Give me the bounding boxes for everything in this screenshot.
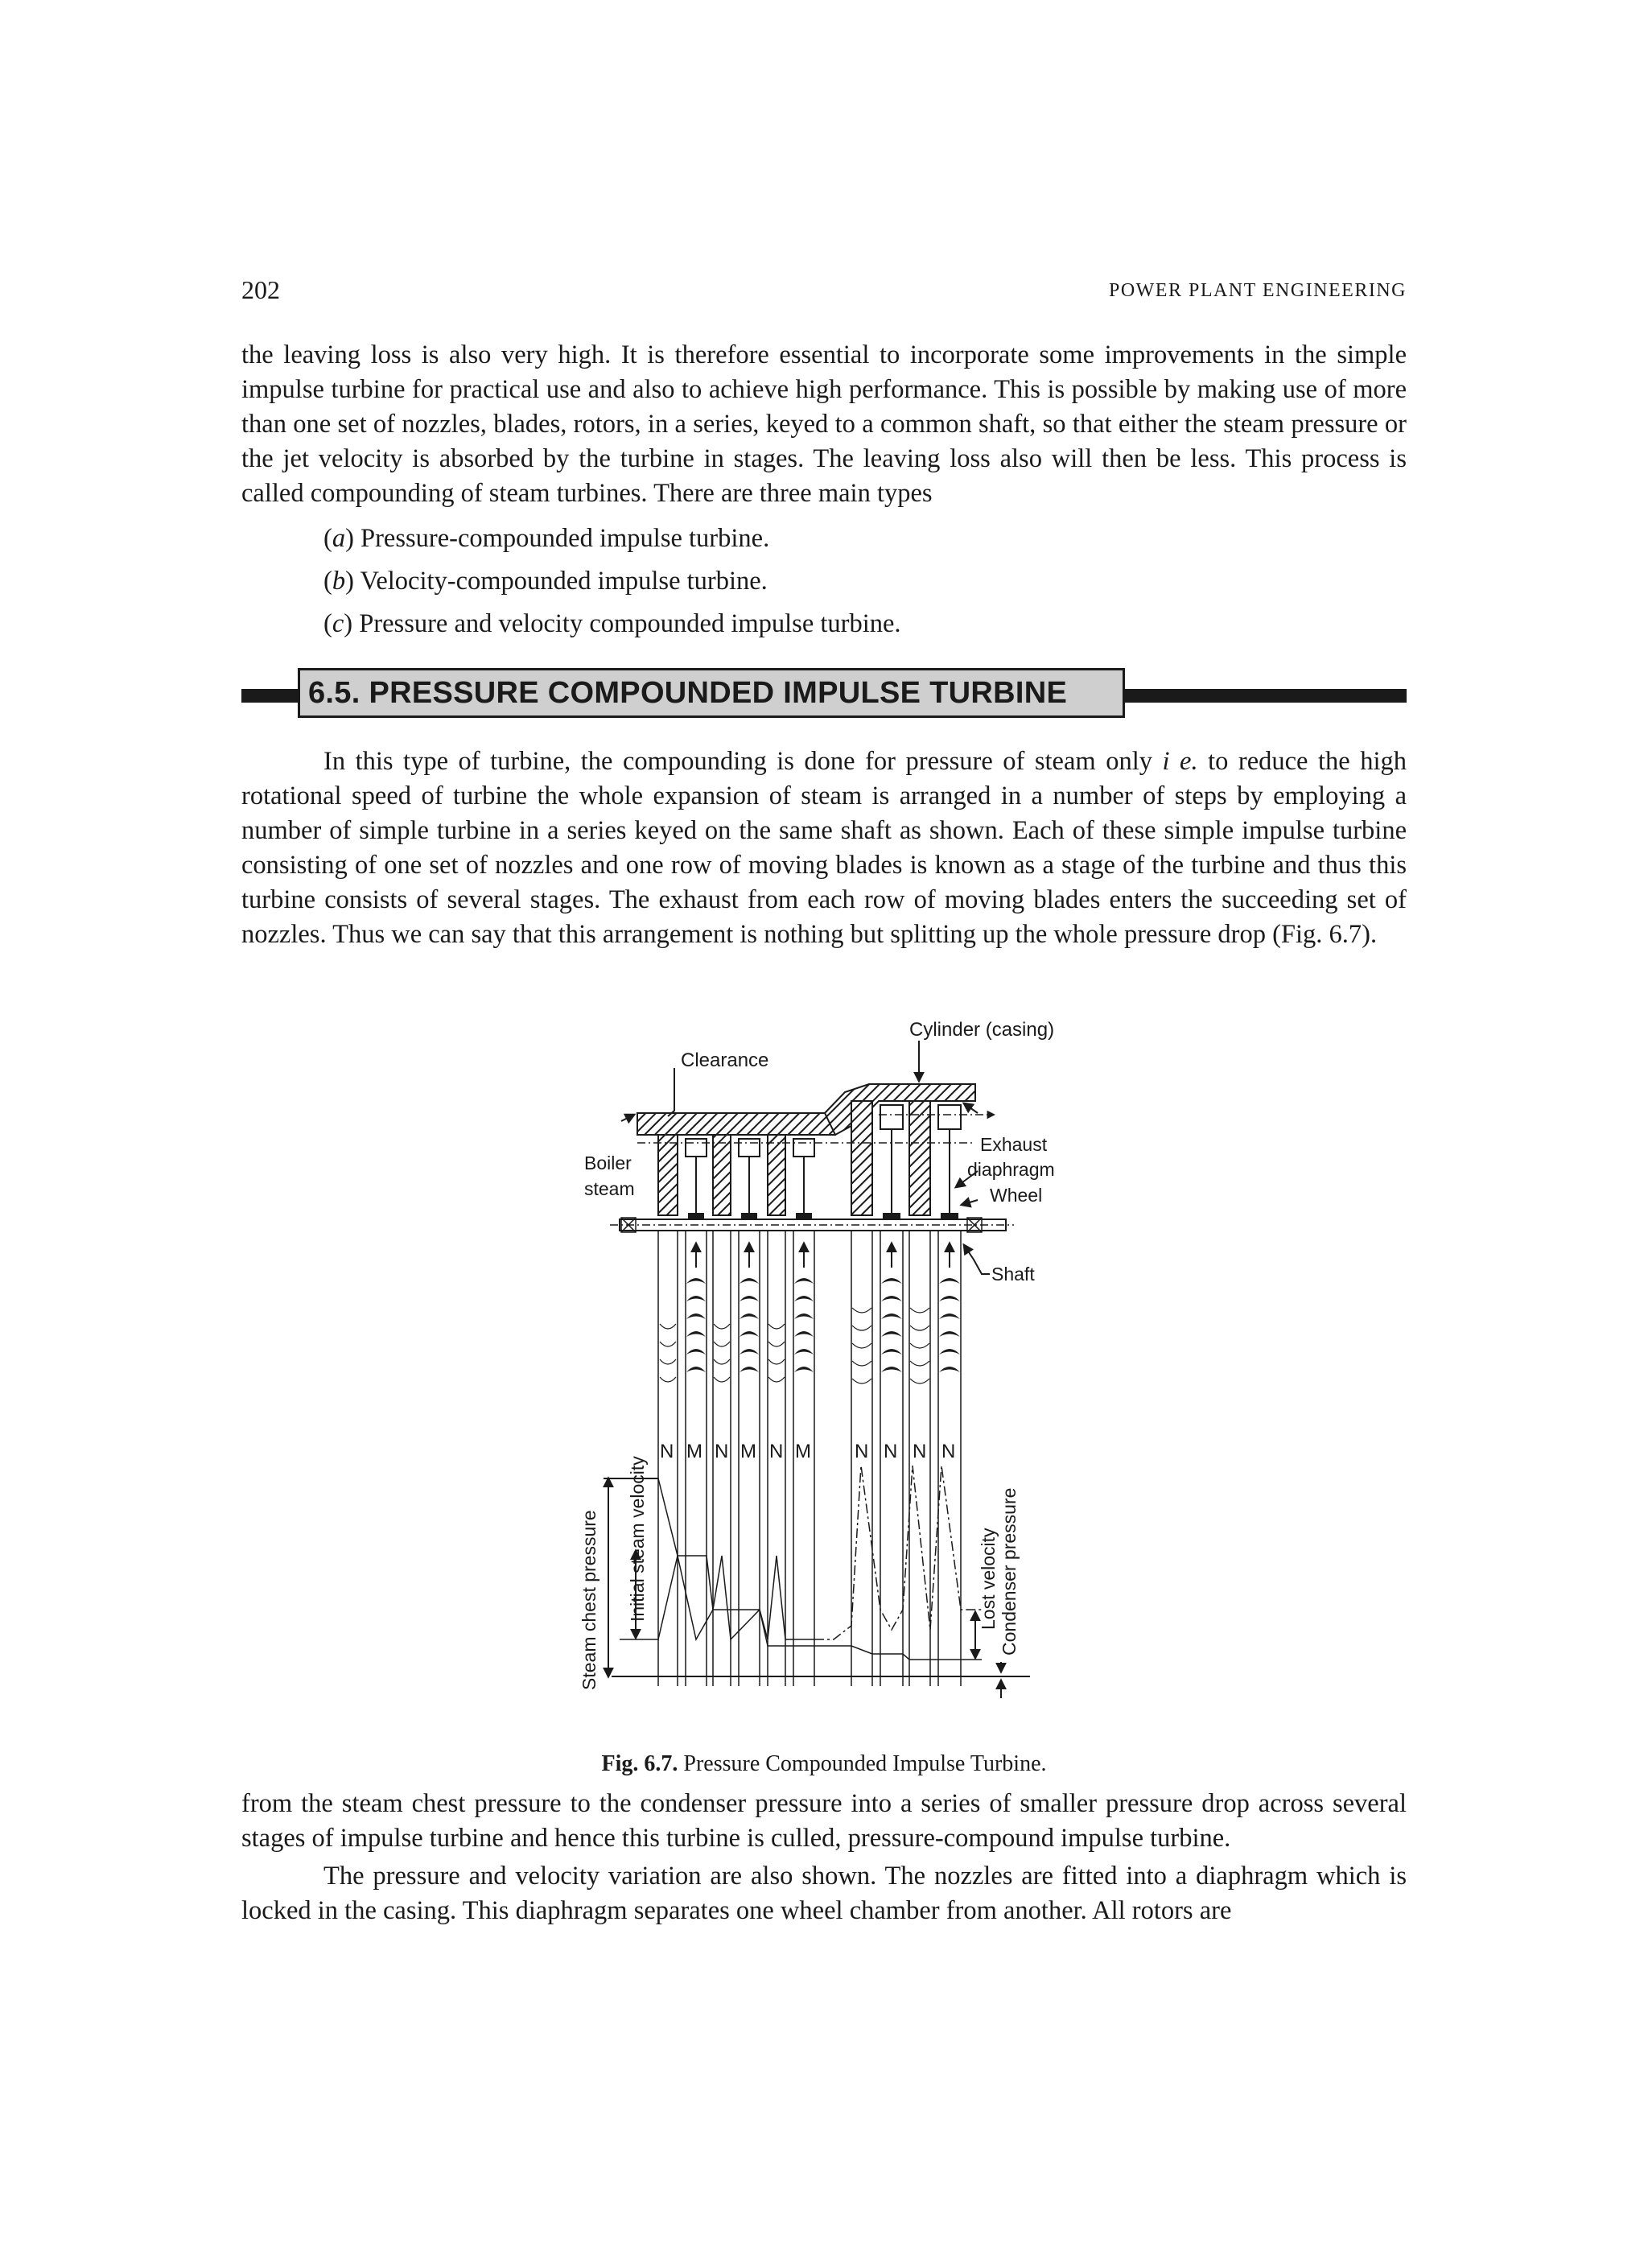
turbine-diagram — [555, 1018, 1086, 1718]
label-wheel: Wheel — [990, 1185, 1043, 1206]
type-item-b: (b) Velocity-compounded impulse turbine. — [323, 567, 768, 596]
nozzle-profiles — [660, 1308, 929, 1383]
intro-paragraph: the leaving loss is also very high. It is therefore essential to incorporate some improvements in the simple impulse turbine for practical use and also to achieve high performance. This is possible by making use of more than one set of nozzles, blades, rotors, in a series, keyed to a common shaft, so that either the steam pressure or the jet velocity is absorbed by the turbine in stages. The leaving loss also will then be less. This process is called compounding of steam turbines. There are three main types — [241, 340, 1407, 508]
label-shaft: Shaft — [991, 1264, 1035, 1285]
row-letter: M — [686, 1441, 702, 1462]
type-item-a: (a) Pressure-compounded impulse turbine. — [323, 524, 770, 553]
label-clearance: Clearance — [681, 1049, 769, 1071]
diaphragm-2 — [713, 1135, 731, 1215]
figure-caption: Fig. 6.7. Pressure Compounded Impulse Turbine. — [601, 1751, 1047, 1776]
continuation-paragraph: from the steam chest pressure to the condenser pressure into a series of smaller pressure drop across several stages of impulse turbine and hence this turbine is culled, pressure-compound impulse turbine. — [241, 1789, 1407, 1853]
running-head: POWER PLANT ENGINEERING — [1108, 280, 1407, 301]
label-cylinder: Cylinder (casing) — [909, 1019, 1055, 1041]
row-letter: N — [660, 1441, 674, 1462]
diaphragm-1 — [658, 1135, 678, 1215]
row-letter: N — [769, 1441, 784, 1462]
casing-top — [637, 1113, 835, 1135]
label-condenser-pressure: Condenser pressure — [999, 1487, 1020, 1656]
blade-profiles — [686, 1278, 960, 1372]
row-letter: N — [884, 1441, 898, 1462]
type-item-c: (c) Pressure and velocity compounded impulse turbine. — [323, 609, 901, 638]
section-paragraph: In this type of turbine, the compounding is done for pressure of steam only i e. to reduce the high rotational speed of turbine the whole expansion of steam is arranged in a number of steps by employing a number of simple turbine in a series keyed on the same shaft as shown. Each of these simple impulse turbine consisting of one set of nozzles and one row of moving blades is known as a stage of the turbine and thus this turbine consists of several stages. The exhaust from each row of moving blades enters the succeeding set of nozzles. Thus we can say that this arrangement is nothing but splitting up the whole pressure drop (Fig. 6.7). — [241, 747, 1407, 949]
row-letter: M — [795, 1441, 811, 1462]
final-paragraph: The pressure and velocity variation are also shown. The nozzles are fitted into a diaphragm which is locked in the casing. This diaphragm separates one wheel chamber from another. All rotors are — [241, 1862, 1407, 1925]
row-letter: N — [855, 1441, 869, 1462]
diaphragm-4 — [851, 1101, 872, 1215]
page-number: 202 — [241, 275, 280, 304]
row-letter: M — [740, 1441, 756, 1462]
label-exhaust: Exhaust — [980, 1134, 1048, 1155]
turbine-figure — [555, 1018, 1086, 1718]
row-letter: N — [941, 1441, 956, 1462]
velocity-line-dashed — [814, 1466, 982, 1639]
dimension-arrows — [604, 1478, 1030, 1698]
label-diaphragm: diaphragm — [967, 1159, 1055, 1180]
label-boiler-steam: Boiler — [584, 1153, 632, 1173]
row-letter: N — [715, 1441, 729, 1462]
diaphragm-5 — [909, 1101, 930, 1215]
diaphragm-3 — [768, 1135, 785, 1215]
section-heading: 6.5. PRESSURE COMPOUNDED IMPULSE TURBINE — [298, 668, 1125, 718]
label-steam-chest-pressure: Steam chest pressure — [579, 1510, 599, 1690]
row-letter: N — [913, 1441, 927, 1462]
label-lost-velocity: Lost velocity — [978, 1528, 999, 1630]
label-boiler-steam: steam — [584, 1178, 635, 1199]
label-initial-steam-velocity: Initial steam velocity — [627, 1456, 648, 1622]
